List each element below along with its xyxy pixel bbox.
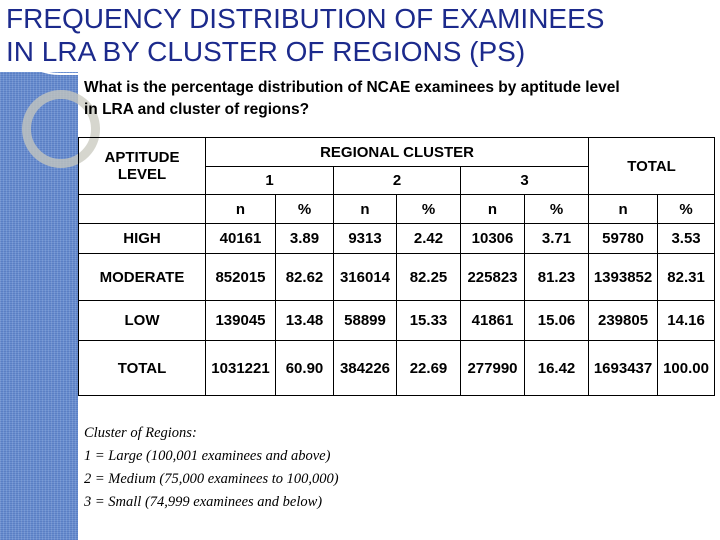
- question-line: What is the percentage distribution of NCAE examinees by aptitude level: [84, 79, 620, 96]
- legend-line: 2 = Medium (75,000 examinees to 100,000): [84, 471, 339, 487]
- cluster-header: 2: [334, 167, 461, 195]
- table-cell: 384226: [334, 341, 397, 396]
- table-cell: 316014: [334, 254, 397, 301]
- table-cell: 10306: [461, 224, 525, 254]
- sub-header: n: [461, 195, 525, 224]
- table-cell: 1393852: [589, 254, 658, 301]
- sub-header: %: [397, 195, 461, 224]
- table-cell: 15.33: [397, 301, 461, 341]
- empty-cell: [79, 195, 206, 224]
- table-cell: 13.48: [276, 301, 334, 341]
- table-cell: 852015: [206, 254, 276, 301]
- slide-title: [6, 2, 604, 68]
- aptitude-header-line: LEVEL: [117, 166, 167, 183]
- legend-line: Cluster of Regions:: [84, 425, 197, 441]
- row-label: MODERATE: [79, 254, 206, 301]
- cluster-header: 1: [206, 167, 334, 195]
- aptitude-level-header: [79, 138, 206, 195]
- sub-header: n: [334, 195, 397, 224]
- table-cell: 3.71: [525, 224, 589, 254]
- table-cell: 9313: [334, 224, 397, 254]
- table-cell: 82.25: [397, 254, 461, 301]
- table-cell: 16.42: [525, 341, 589, 396]
- table-cell: 225823: [461, 254, 525, 301]
- table-cell: 22.69: [397, 341, 461, 396]
- cluster-legend: [84, 422, 339, 514]
- table-cell: 82.62: [276, 254, 334, 301]
- table-cell: 277990: [461, 341, 525, 396]
- table-cell: 100.00: [658, 341, 715, 396]
- sub-header: %: [658, 195, 715, 224]
- table-cell: 58899: [334, 301, 397, 341]
- row-label: HIGH: [79, 224, 206, 254]
- table-cell: 3.53: [658, 224, 715, 254]
- legend-line: 1 = Large (100,001 examinees and above): [84, 448, 331, 464]
- row-label: TOTAL: [79, 341, 206, 396]
- sub-header: n: [589, 195, 658, 224]
- sub-header: n: [206, 195, 276, 224]
- title-line: FREQUENCY DISTRIBUTION OF EXAMINEES: [6, 3, 605, 34]
- question-line: in LRA and cluster of regions?: [84, 101, 310, 118]
- legend-line: 3 = Small (74,999 examinees and below): [84, 494, 323, 510]
- sub-header: %: [525, 195, 589, 224]
- aptitude-header-line: APTITUDE: [104, 149, 180, 166]
- table-row: [79, 341, 715, 396]
- table-cell: 139045: [206, 301, 276, 341]
- row-label: LOW: [79, 301, 206, 341]
- table-cell: 1031221: [206, 341, 276, 396]
- table-cell: 82.31: [658, 254, 715, 301]
- table-cell: 40161: [206, 224, 276, 254]
- table-cell: 239805: [589, 301, 658, 341]
- table-cell: 15.06: [525, 301, 589, 341]
- table-cell: 60.90: [276, 341, 334, 396]
- table-row: [79, 224, 715, 254]
- table-cell: 59780: [589, 224, 658, 254]
- table-row: [79, 301, 715, 341]
- table-row: [79, 254, 715, 301]
- table-cell: 14.16: [658, 301, 715, 341]
- table-cell: 81.23: [525, 254, 589, 301]
- table-cell: 41861: [461, 301, 525, 341]
- table-cell: 3.89: [276, 224, 334, 254]
- distribution-table: [78, 137, 715, 396]
- cluster-header: 3: [461, 167, 589, 195]
- sub-header: %: [276, 195, 334, 224]
- total-header: TOTAL: [589, 138, 715, 195]
- question-text: [84, 77, 620, 121]
- table-cell: 2.42: [397, 224, 461, 254]
- title-line: IN LRA BY CLUSTER OF REGIONS (PS): [6, 36, 526, 67]
- table-cell: 1693437: [589, 341, 658, 396]
- regional-cluster-header: REGIONAL CLUSTER: [206, 138, 589, 167]
